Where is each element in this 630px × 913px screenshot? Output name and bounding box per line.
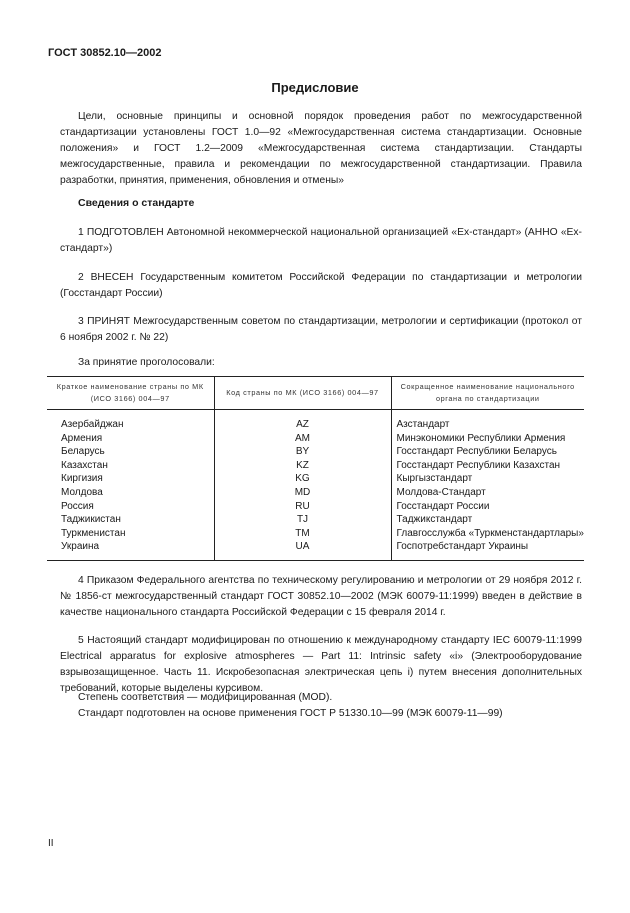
code-cell: UA [214, 540, 391, 560]
body-cell: Госстандарт Республики Казахстан [391, 459, 584, 473]
table-row [47, 500, 584, 514]
body-cell: Госстандарт России [391, 500, 584, 514]
code-cell: TM [214, 527, 391, 541]
country-cell: Киргизия [61, 473, 103, 485]
item-4-paragraph [60, 573, 582, 621]
table-row [47, 459, 584, 473]
country-cell: Таджикистан [61, 514, 121, 526]
country-cell: Россия [61, 500, 94, 512]
item-5-text: 5 Настоящий стандарт модифицирован по отношению к международному стандарту IEC 60079-11:1999 Electrical apparatus for explosive atmospheres — Part 11: Intrinsic safety «i» (Электрооборудование взрывозащищенное. Часть 11. Искробезопасная электрическая цепь i) путем внесения дополнительных требований, которые выделены курсивом. [60, 635, 582, 694]
table-header-row [47, 377, 584, 410]
table-row [47, 527, 584, 541]
code-cell: TJ [214, 513, 391, 527]
table-row [47, 445, 584, 459]
table-row [47, 540, 584, 560]
country-cell: Армения [61, 432, 103, 444]
item-5-paragraph [60, 633, 582, 697]
column-header-body: Сокращенное наименование национального органа по стандартизации [391, 377, 584, 410]
item-1-text: 1 ПОДГОТОВЛЕН Автономной некоммерческой национальной организацией «Ех-стандарт» (АННО «Ех-стандарт») [60, 227, 582, 254]
body-cell: Молдова-Стандарт [391, 486, 584, 500]
code-cell: KG [214, 472, 391, 486]
item-4-text: 4 Приказом Федерального агентства по техническому регулированию и метрологии от 29 ноября 2012 г. № 1856-ст межгосударственный стандарт ГОСТ 30852.10—2002 (МЭК 60079-11:1999) введен в действие в качестве национального стандарта Российской Федерации с 15 февраля 2014 г. [60, 575, 582, 618]
table-row [47, 513, 584, 527]
table-row [47, 418, 584, 432]
country-cell: Казахстан [61, 459, 108, 471]
body-cell: Таджикстандарт [391, 513, 584, 527]
column-header-code: Код страны по МК (ИСО 3166) 004—97 [214, 377, 391, 410]
member-states-table [47, 376, 584, 561]
country-cell: Беларусь [61, 446, 105, 458]
item-3-paragraph [60, 314, 582, 346]
vote-label: За принятие проголосовали: [78, 357, 215, 368]
body-cell: Кыргызстандарт [391, 472, 584, 486]
code-cell: AZ [214, 418, 391, 432]
code-cell: KZ [214, 459, 391, 473]
intro-paragraph [60, 109, 582, 189]
basis-line: Стандарт подготовлен на основе применения ГОСТ Р 51330.10—99 (МЭК 60079-11—99) [78, 708, 503, 719]
body-cell: Госстандарт Республики Беларусь [391, 445, 584, 459]
item-2-text: 2 ВНЕСЕН Государственным комитетом Российской Федерации по стандартизации и метрологии (Госстандарт России) [60, 272, 582, 299]
code-cell: AM [214, 432, 391, 446]
section-title: Сведения о стандарте [78, 197, 195, 209]
country-cell: Туркменистан [61, 527, 126, 539]
intro-text: Цели, основные принципы и основной порядок проведения работ по межгосударственной стандартизации установлены ГОСТ 1.0—92 «Межгосударственная система стандартизации. Основные положения» и ГОСТ 1.2—2009 «Межгосударственная система стандартизации. Стандарты межгосударственные, правила и рекомендации по межгосударственной стандартизации. Правила разработки, принятия, применения, обновления и отмены» [60, 111, 582, 186]
table-row [47, 432, 584, 446]
code-cell: RU [214, 500, 391, 514]
table-row [47, 486, 584, 500]
item-1-paragraph [60, 225, 582, 257]
document-id-header: ГОСТ 30852.10—2002 [48, 47, 162, 59]
item-3-text: 3 ПРИНЯТ Межгосударственным советом по стандартизации, метрологии и сертификации (протокол от 6 ноября 2002 г. № 22) [60, 316, 582, 343]
country-cell: Азербайджан [61, 419, 124, 430]
page-number: II [48, 838, 54, 849]
column-header-country: Краткое наименование страны по МК (ИСО 3166) 004—97 [47, 377, 214, 410]
code-cell: MD [214, 486, 391, 500]
conformity-line: Степень соответствия — модифицированная (MOD). [78, 692, 333, 703]
body-cell: Минэкономики Республики Армения [391, 432, 584, 446]
country-cell: Молдова [61, 486, 103, 498]
code-cell: BY [214, 445, 391, 459]
item-2-paragraph [60, 270, 582, 302]
table-row [47, 472, 584, 486]
page-title: Предисловие [271, 80, 359, 95]
body-cell: Азстандарт [391, 418, 584, 432]
body-cell: Госпотребстандарт Украины [391, 540, 584, 560]
body-cell: Главгосслужба «Туркменстандартлары» [391, 527, 584, 541]
country-cell: Украина [47, 540, 214, 560]
